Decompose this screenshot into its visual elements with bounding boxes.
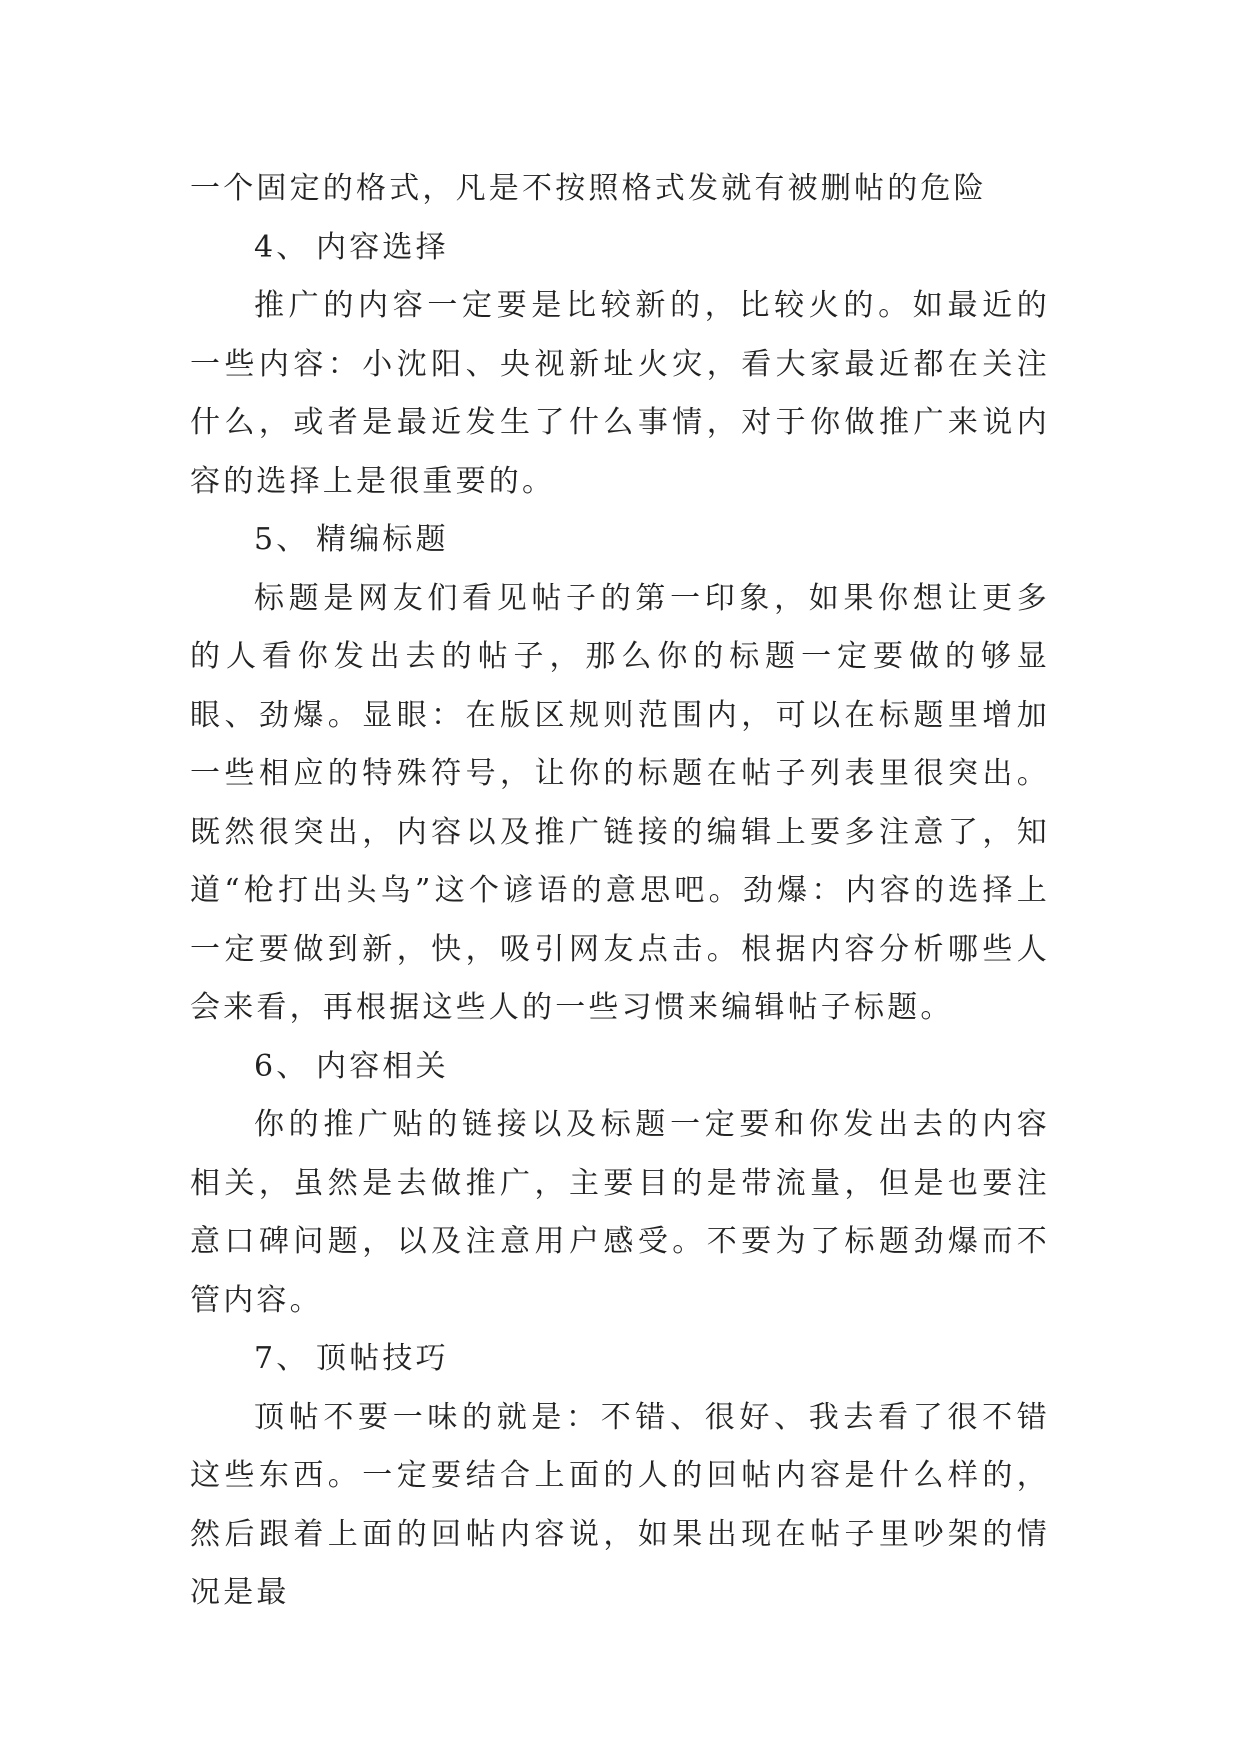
section-heading-6 — [190, 1038, 1050, 1097]
paragraph-bump-tips: 顶帖不要一味的就是：不错、很好、我去看了很不错这些东西。一定要结合上面的人的回帖内容是什么样的，然后跟着上面的回帖内容说，如果出现在帖子里吵架的情况是最 — [190, 1399, 1050, 1610]
section-number: 7、 — [254, 1341, 310, 1376]
paragraph-content-selection: 推广的内容一定要是比较新的，比较火的。如最近的一些内容：小沈阳、央视新址火灾，看大家最近都在关注什么，或者是最近发生了什么事情，对于你做推广来说内容的选择上是很重要的。 — [190, 288, 1050, 499]
section-title: 内容相关 — [316, 1048, 449, 1084]
section-title: 顶帖技巧 — [316, 1341, 449, 1376]
section-number: 4、 — [254, 229, 310, 265]
paragraph-content-relevance: 你的推广贴的链接以及标题一定要和你发出去的内容相关，虽然是去做推广，主要目的是带流量，但是也要注意口碑问题，以及注意用户感受。不要为了标题劲爆而不管内容。 — [190, 1107, 1050, 1318]
section-number: 5、 — [254, 522, 310, 557]
section-title: 精编标题 — [316, 522, 449, 557]
section-heading-4 — [190, 219, 1050, 278]
section-number: 6、 — [254, 1048, 310, 1084]
document-body — [190, 160, 1050, 1623]
section-title: 内容选择 — [316, 229, 449, 265]
paragraph-continuation: 一个固定的格式，凡是不按照格式发就有被删帖的危险 — [190, 171, 987, 206]
section-heading-5 — [190, 511, 1050, 570]
paragraph-title-editing: 标题是网友们看见帖子的第一印象，如果你想让更多的人看你发出去的帖子，那么你的标题一定要做的够显眼、劲爆。显眼：在版区规则范围内，可以在标题里增加一些相应的特殊符号，让你的标题在帖子列表里很突出。既然很突出，内容以及推广链接的编辑上要多注意了，知道“枪打出头鸟”这个谚语的意思吧。劲爆：内容的选择上一定要做到新，快，吸引网友点击。根据内容分析哪些人会来看，再根据这些人的一些习惯来编辑帖子标题。 — [190, 580, 1050, 1025]
section-heading-7 — [190, 1330, 1050, 1389]
